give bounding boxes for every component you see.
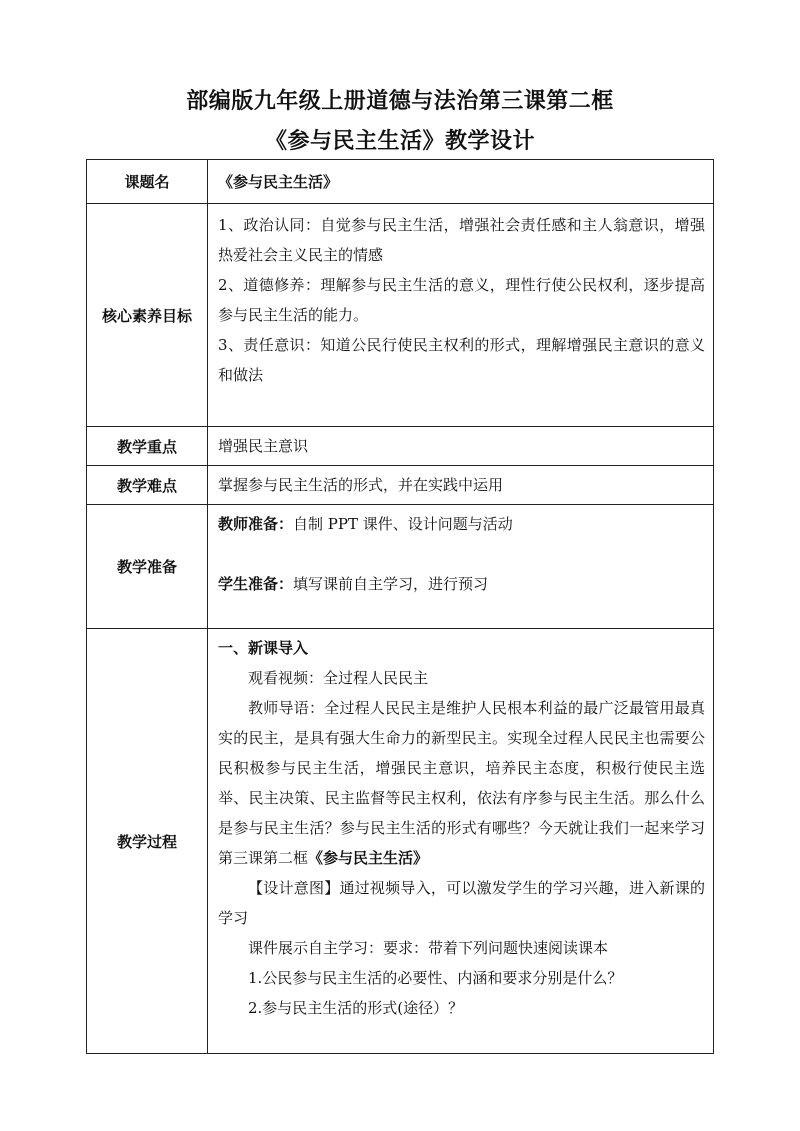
core-goals-row xyxy=(87,204,714,427)
student-prep xyxy=(218,569,705,599)
process-label: 教学过程 xyxy=(87,629,208,1054)
key-point-label: 教学重点 xyxy=(87,427,208,466)
difficulty-value: 掌握参与民主生活的形式，并在实践中运用 xyxy=(208,466,714,505)
core-goals-content xyxy=(208,204,714,427)
teacher-prep-value: 自制 PPT 课件、设计问题与活动 xyxy=(293,515,513,533)
preparation-label: 教学准备 xyxy=(87,505,208,629)
process-content xyxy=(208,629,714,1054)
lesson-plan-table xyxy=(86,159,714,1054)
core-goal-item: 3、责任意识：知道公民行使民主权利的形式，理解增强民主意识的意义和做法 xyxy=(218,336,705,384)
core-goal-item: 1、政治认同：自觉参与民主生活，增强社会责任感和主人翁意识，增强热爱社会主义民主的情感 xyxy=(218,216,705,264)
difficulty-row xyxy=(87,466,714,505)
topic-label: 课题名 xyxy=(87,160,208,204)
topic-row xyxy=(87,160,714,204)
teacher-prep-label: 教师准备： xyxy=(218,515,294,533)
key-point-row xyxy=(87,427,714,466)
preparation-content xyxy=(208,505,714,629)
document-title-line1: 部编版九年级上册道德与法治第三课第二框 xyxy=(186,89,614,114)
document-title-line2: 《参与民主生活》教学设计 xyxy=(264,129,535,154)
student-prep-label: 学生准备： xyxy=(218,575,294,593)
teacher-guide xyxy=(218,693,705,873)
student-prep-value: 填写课前自主学习，进行预习 xyxy=(293,575,489,593)
question-item: 1.公民参与民主生活的必要性、内涵和要求分别是什么？ xyxy=(248,969,623,987)
lesson-title-bold: 《参与民主生活》 xyxy=(308,849,429,867)
preparation-row xyxy=(87,505,714,629)
video-line: 观看视频：全过程人民民主 xyxy=(248,669,429,687)
topic-value: 《参与民主生活》 xyxy=(208,160,714,204)
process-row xyxy=(87,629,714,1054)
key-point-value: 增强民主意识 xyxy=(208,427,714,466)
teacher-guide-text: 教师导语：全过程人民民主是维护人民根本利益的最广泛最管用最真实的民主，是具有强大生命力的新型民主。实现全过程人民民主也需要公民积极参与民主生活，增强民主意识，培养民主态度，积极行使民主选举、民主决策、民主监督等民主权利，依法有序参与民主生活。那么什么是参与民主生活？参与民主生活的形式有哪些？今天就让我们一起来学习第三课第二框 xyxy=(218,699,705,867)
core-goals-label: 核心素养目标 xyxy=(87,204,208,427)
courseware-line: 课件展示自主学习：要求：带着下列问题快速阅读课本 xyxy=(248,939,609,957)
spacer xyxy=(218,539,705,569)
section-heading: 一、新课导入 xyxy=(218,639,309,657)
core-goal-item: 2、道德修养：理解参与民主生活的意义，理性行使公民权利，逐步提高参与民主生活的能力。 xyxy=(218,276,705,324)
difficulty-label: 教学难点 xyxy=(87,466,208,505)
teacher-prep xyxy=(218,509,705,539)
question-item: 2.参与民主生活的形式(途径）？ xyxy=(248,999,464,1017)
design-intent: 【设计意图】通过视频导入，可以激发学生的学习兴趣，进入新课的学习 xyxy=(218,879,705,927)
